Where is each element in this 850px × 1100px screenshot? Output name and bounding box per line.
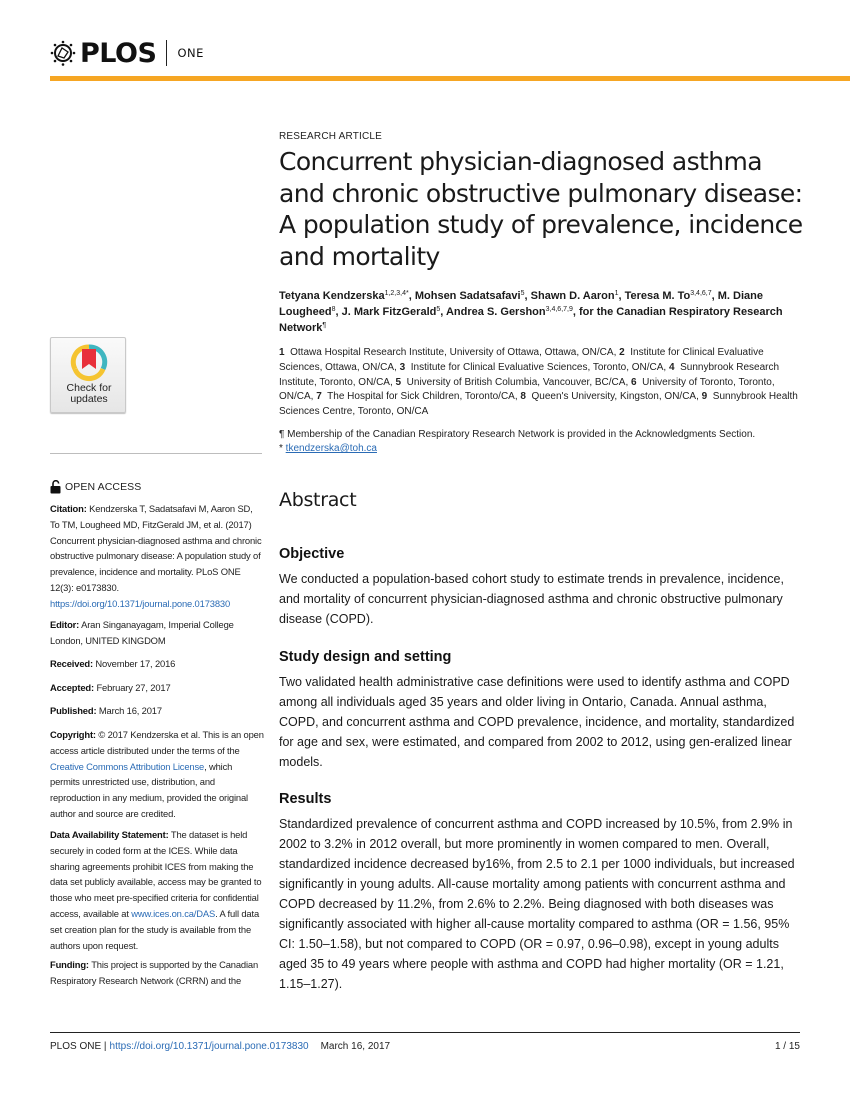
author-name: Teresa M. To <box>624 290 691 302</box>
affiliation-number: 8 <box>520 391 526 403</box>
data-availability-text: The dataset is held securely in coded form at the ICES. While data sharing agreements prohibit ICES from making the data set publicly available, access may be granted to those who meet pre-specified criteria for confidential access, available at <box>50 829 262 919</box>
editor-text: Aran Singanayagam, Imperial College London, UNITED KINGDOM <box>50 619 234 646</box>
funding-block <box>50 957 264 989</box>
affiliation-text: Institute for Clinical Evaluative Sciences, Ottawa, ON/CA, <box>279 347 764 373</box>
header-accent-bar <box>50 76 850 81</box>
affiliation-number: 5 <box>395 376 402 388</box>
author-name: for the Canadian Respiratory Research Network <box>279 306 783 334</box>
author-name: Mohsen Sadatsafavi <box>414 290 521 302</box>
study-design-text: Two validated health administrative case definitions were used to identify asthma and COPD among all individuals aged 35 years and older living in Ontario, Canada. Annual asthma, COPD, and concurrent asthma and COPD prevalence, incidence, and mortality, standardized for age and sex, were estimated, and compared from 2002 to 2012, using gen-eralized linear models. <box>279 675 795 769</box>
copyright-text-cont: , which permits unrestricted use, distribution, and reproduction in any medium, provided the original author and source are credited. <box>50 760 248 819</box>
footer-date: March 16, 2017 <box>320 1041 391 1052</box>
author-affiliation-sup: 5 <box>520 290 525 297</box>
funding-label: Funding: <box>50 959 89 970</box>
article-type: RESEARCH ARTICLE <box>279 131 383 142</box>
affiliation-text: The Hospital for Sick Children, Toronto/CA, <box>321 391 521 403</box>
published-label: Published: <box>50 705 97 716</box>
logo-divider <box>166 40 167 66</box>
affiliation-text: University of British Columbia, Vancouver, BC/CA, <box>401 376 632 388</box>
affiliation-number: 1 <box>279 347 285 358</box>
footer-doi-link[interactable]: https://doi.org/10.1371/journal.pone.0173830 <box>109 1041 309 1052</box>
affiliation-number: 4 <box>669 361 675 373</box>
author-name: Shawn D. Aaron <box>530 290 615 302</box>
author-affiliation-sup: 5 <box>436 306 441 313</box>
affiliation-number: 6 <box>631 376 637 388</box>
page-footer <box>50 1041 800 1052</box>
affiliation-text: Institute for Clinical Evaluative Sciences, Toronto, ON/CA, <box>405 361 669 373</box>
affiliation-number: 7 <box>316 391 322 403</box>
published-date: March 16, 2017 <box>98 705 162 716</box>
copyright-text: © 2017 Kendzerska et al. This is an open access article distributed under the terms of the <box>50 729 264 756</box>
check-for-updates-badge[interactable] <box>50 337 126 413</box>
author-name: J. Mark FitzGerald <box>341 306 437 318</box>
author-name: Andrea S. Gershon <box>445 306 546 318</box>
affiliation-text: Sunnybrook Research Institute, Toronto, ON/CA, <box>279 361 780 388</box>
author-list: Tetyana Kendzerska$^{1,2,3,4*}$, Mohsen Sadatsafavi$^5$, Shawn D. Aaron$^1$, Teresa M. To$^{3,4,6,7}$, M. Diane Lougheed$^8$, J. Mark FitzGerald$^5$, Andrea S. Gershon$^{3,4,6,7,9}$, for the Canadian Respiratory Research Network¶ <box>279 290 783 334</box>
membership-text: ¶ Membership of the Canadian Respiratory Research Network is provided in the Acknowledgments Section. <box>279 429 756 440</box>
check-updates-line1: Check for <box>66 382 112 394</box>
ices-das-link[interactable]: www.ices.on.ca/DAS <box>131 907 216 919</box>
data-availability-text-cont: . A full data set creation plan for the study is available from the authors upon request. <box>50 907 260 951</box>
objective-heading: Objective <box>279 546 345 562</box>
footer-divider <box>50 1032 800 1033</box>
results-text: Standardized prevalence of concurrent asthma and COPD increased by 10.5%, from 2.9% in 2002 to 3.2% in 2012 overall, but more prominently in women compared to men. Overall, standardized incidence decreased by16%, from 2.5 to 2.1 per 1000 individuals, but increased significantly in young adults. All-cause mortality among patients with concurrent asthma and COPD decreased by 11.2%, from 2.6% to 2.2%. Being diagnosed with both diseases was significantly associated with higher all-cause mortality compared to asthma (OR = 1.56, 95% CI: 1.50–1.58), but not compared to COPD (OR = 0.97, 0.96–0.98), except in young adults aged 35 to 49 years where people with asthma and COPD had higher mortality (OR = 1.21, 1.15–1.27). <box>279 817 795 991</box>
editor-label: Editor: <box>50 619 80 630</box>
author-affiliation-sup: 1,2,3,4* <box>384 290 409 297</box>
open-access-text: OPEN ACCESS <box>65 481 142 493</box>
corresponding-email-link[interactable]: tkendzerska@toh.ca <box>285 443 377 454</box>
article-title: Concurrent physician-diagnosed asthma and chronic obstructive pulmonary disease: A population study of prevalence, incidence and mortality <box>279 147 803 271</box>
affiliation-text: University of Toronto, Toronto, ON/CA, <box>279 376 775 403</box>
citation-block <box>50 501 264 612</box>
data-availability-block <box>50 827 264 953</box>
check-updates-line2: updates <box>70 393 108 405</box>
copyright-label: Copyright: <box>50 729 96 740</box>
abstract-heading: Abstract <box>279 489 357 511</box>
funding-text: This project is supported by the Canadian Respiratory Research Network (CRRN) and the <box>50 959 259 986</box>
data-availability-label: Data Availability Statement: <box>50 829 169 840</box>
plos-one-logo[interactable] <box>50 36 204 70</box>
accepted-date: February 27, 2017 <box>96 682 171 693</box>
plos-globe-icon <box>50 40 76 66</box>
sidebar-divider <box>50 453 262 454</box>
affiliation-number: 9 <box>701 391 708 403</box>
corresponding-mark: * <box>279 443 286 454</box>
logo-text: PLOS <box>80 37 157 69</box>
check-updates-icon <box>67 343 111 381</box>
citation-text: Kendzerska T, Sadatsafavi M, Aaron SD, To TM, Lougheed MD, FitzGerald JM, et al. (2017) Concurrent physician-diagnosed asthma and chronic obstructive pulmonary disease: A population study of prevalence, incidence and mortality. PLoS ONE 12(3): e0173830. <box>50 503 262 593</box>
author-affiliation-sup: ¶ <box>322 322 327 329</box>
affiliation-number: 2 <box>619 347 625 358</box>
published-block <box>50 703 264 719</box>
affiliation-number: 3 <box>399 361 406 373</box>
results-heading: Results <box>279 791 332 807</box>
accepted-block <box>50 680 264 696</box>
affiliation-text: Queen's University, Kingston, ON/CA, <box>525 391 702 403</box>
membership-note <box>279 428 809 456</box>
study-design-heading: Study design and setting <box>279 649 452 665</box>
open-access-label <box>50 480 141 494</box>
cc-license-link[interactable]: Creative Commons Attribution License <box>50 760 205 772</box>
accepted-label: Accepted: <box>50 682 94 693</box>
page-number: 1 / 15 <box>774 1041 800 1052</box>
author-affiliation-sup: 3,4,6,7 <box>690 290 712 297</box>
author-name: Tetyana Kendzerska <box>279 290 385 302</box>
received-date: November 17, 2016 <box>95 658 176 669</box>
open-lock-icon <box>50 480 61 494</box>
author-affiliation-sup: 8 <box>331 306 336 313</box>
affiliation-text: Sunnybrook Health Sciences Centre, Toronto, ON/CA <box>279 391 798 418</box>
received-label: Received: <box>50 658 93 669</box>
author-affiliation-sup: 3,4,6,7,9 <box>545 306 573 313</box>
logo-subtext: ONE <box>177 46 204 60</box>
author-affiliation-sup: 1 <box>614 290 619 297</box>
affiliation-text: Ottawa Hospital Research Institute, University of Ottawa, Ottawa, ON/CA, <box>284 347 620 358</box>
author-name: M. Diane Lougheed <box>279 290 763 318</box>
objective-text: We conducted a population-based cohort study to estimate trends in prevalence, incidence, and mortality of concurrent physician-diagnosed asthma and chronic obstructive pulmonary disease (COPD). <box>279 572 784 626</box>
copyright-block <box>50 727 264 822</box>
editor-block <box>50 617 264 649</box>
corresponding-author <box>279 442 809 456</box>
citation-label: Citation: <box>50 503 87 514</box>
affiliations <box>279 346 809 420</box>
citation-doi-link[interactable]: https://doi.org/10.1371/journal.pone.0173830 <box>50 597 231 609</box>
received-block <box>50 656 264 672</box>
footer-journal: PLOS ONE | <box>50 1041 107 1052</box>
